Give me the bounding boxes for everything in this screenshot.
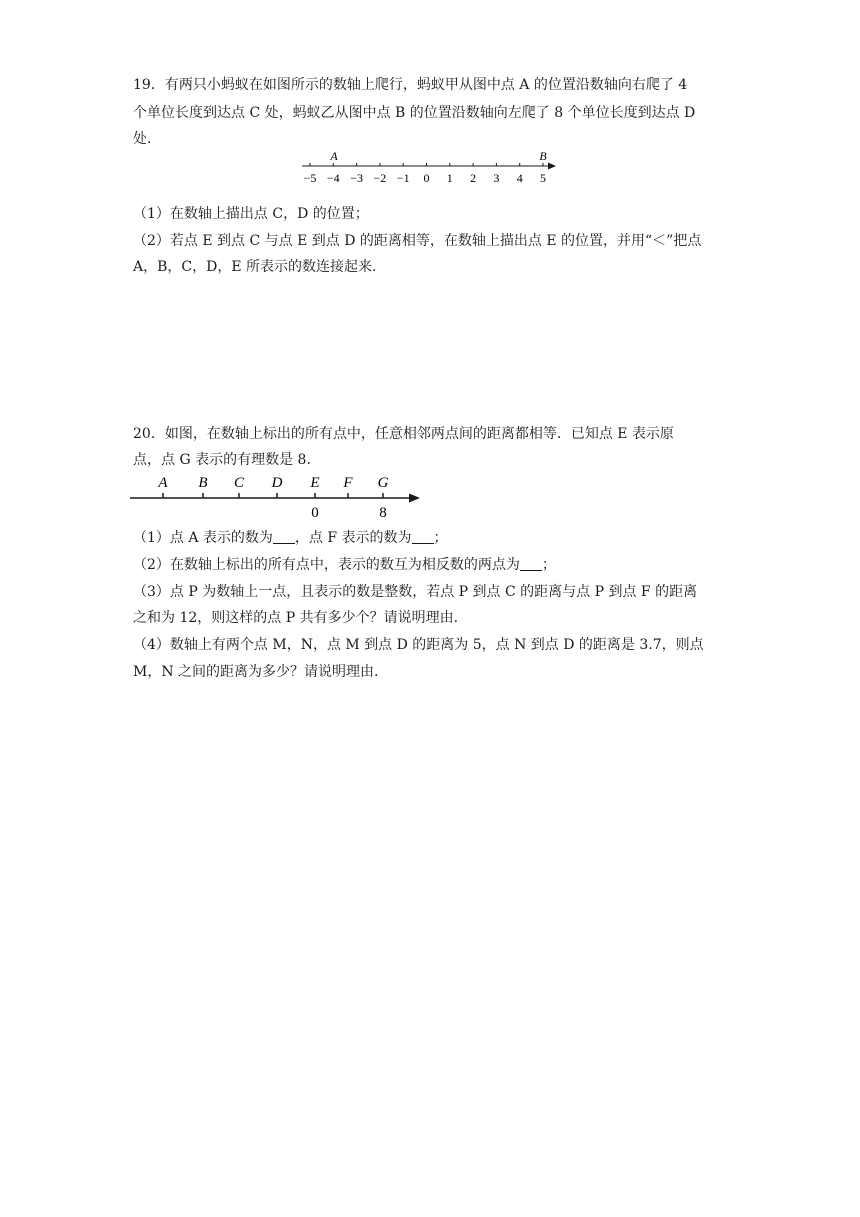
q20-part-4-line-1: （4）数轴上有两个点 M，N，点 M 到点 D 的距离为 5，点 N 到点 D 的距离是 3.7，则点: [133, 637, 704, 653]
q20-point-label: B: [198, 475, 208, 491]
q20-g-value-label: 8: [379, 505, 387, 521]
q19-tick-label: 5: [540, 171, 546, 185]
q20-part-4-line-2: M，N 之间的距离为多少？请说明理由.: [133, 664, 379, 680]
q20-point-label: G: [377, 475, 389, 491]
q20-answer-blank-opposites: [520, 556, 542, 571]
q20-part-2-prefix: （2）在数轴上标出的所有点中，表示的数互为相反数的两点为: [133, 557, 520, 573]
q20-part-2-end: ；: [541, 557, 556, 573]
q19-part-1: （1）在数轴上描出点 C，D 的位置；: [133, 206, 369, 222]
q19-tick-label: −2: [373, 171, 387, 185]
q20-part-3-line-2: 之和为 12，则这样的点 P 共有多少个？请说明理由.: [133, 610, 459, 626]
q20-number-line: [126, 470, 426, 522]
q19-tick-label: 4: [516, 171, 523, 185]
q20-point-label: D: [271, 475, 283, 491]
q19-point-a-label: A: [330, 149, 338, 163]
q20-answer-blank-a: [273, 529, 295, 544]
q20-line-2: 点，点 G 表示的有理数是 8.: [133, 452, 311, 468]
q19-tick-label: −5: [303, 171, 317, 185]
q20-axis-arrow-icon: [409, 494, 420, 503]
q20-line-1: 20．如图，在数轴上标出的所有点中，任意相邻两点间的距离都相等．已知点 E 表示原: [133, 426, 674, 442]
q20-part-2: [133, 555, 556, 575]
q19-tick-label: 0: [423, 171, 430, 185]
q19-number-line: [290, 148, 570, 188]
q20-e-value-label: 0: [311, 505, 319, 521]
q20-part-3-line-1: （3）点 P 为数轴上一点，且表示的数是整数，若点 P 到点 C 的距离与点 P 到点 F 的距离: [133, 584, 698, 600]
q20-point-label: A: [158, 475, 168, 491]
q19-tick-label: −1: [396, 171, 410, 185]
q19-tick-label: 2: [470, 171, 477, 185]
q20-point-label: E: [310, 475, 320, 491]
q20-part-1-prefix: （1）点 A 表示的数为: [133, 530, 273, 546]
q19-tick-label: −3: [350, 171, 363, 185]
q19-tick-label: 3: [493, 171, 500, 185]
q20-part-1-middle: ，点 F 表示的数为: [294, 530, 412, 546]
q19-line-1: 19．有两只小蚂蚁在如图所示的数轴上爬行，蚂蚁甲从图中点 A 的位置沿数轴向右爬了 4: [133, 77, 688, 93]
q19-part-2-line-2: A，B，C，D，E 所表示的数连接起来.: [133, 259, 377, 275]
q20-part-1-end: ；: [433, 530, 448, 546]
q20-answer-blank-f: [412, 529, 434, 544]
q20-part-1: [133, 528, 448, 548]
q20-point-label: C: [233, 475, 245, 491]
q19-point-b-label: B: [539, 149, 547, 163]
q19-axis-arrow-icon: [548, 163, 556, 170]
q19-line-3: 处.: [133, 131, 152, 147]
q19-tick-label: −4: [326, 171, 340, 185]
q19-tick-label: 1: [446, 171, 453, 185]
q19-part-2-line-1: （2）若点 E 到点 C 与点 E 到点 D 的距离相等，在数轴上描出点 E 的位置，并用“＜”把点: [133, 233, 702, 249]
q20-point-label: F: [343, 475, 353, 491]
q19-line-2: 个单位长度到达点 C 处，蚂蚁乙从图中点 B 的位置沿数轴向左爬了 8 个单位长度到达点 D: [133, 105, 696, 121]
